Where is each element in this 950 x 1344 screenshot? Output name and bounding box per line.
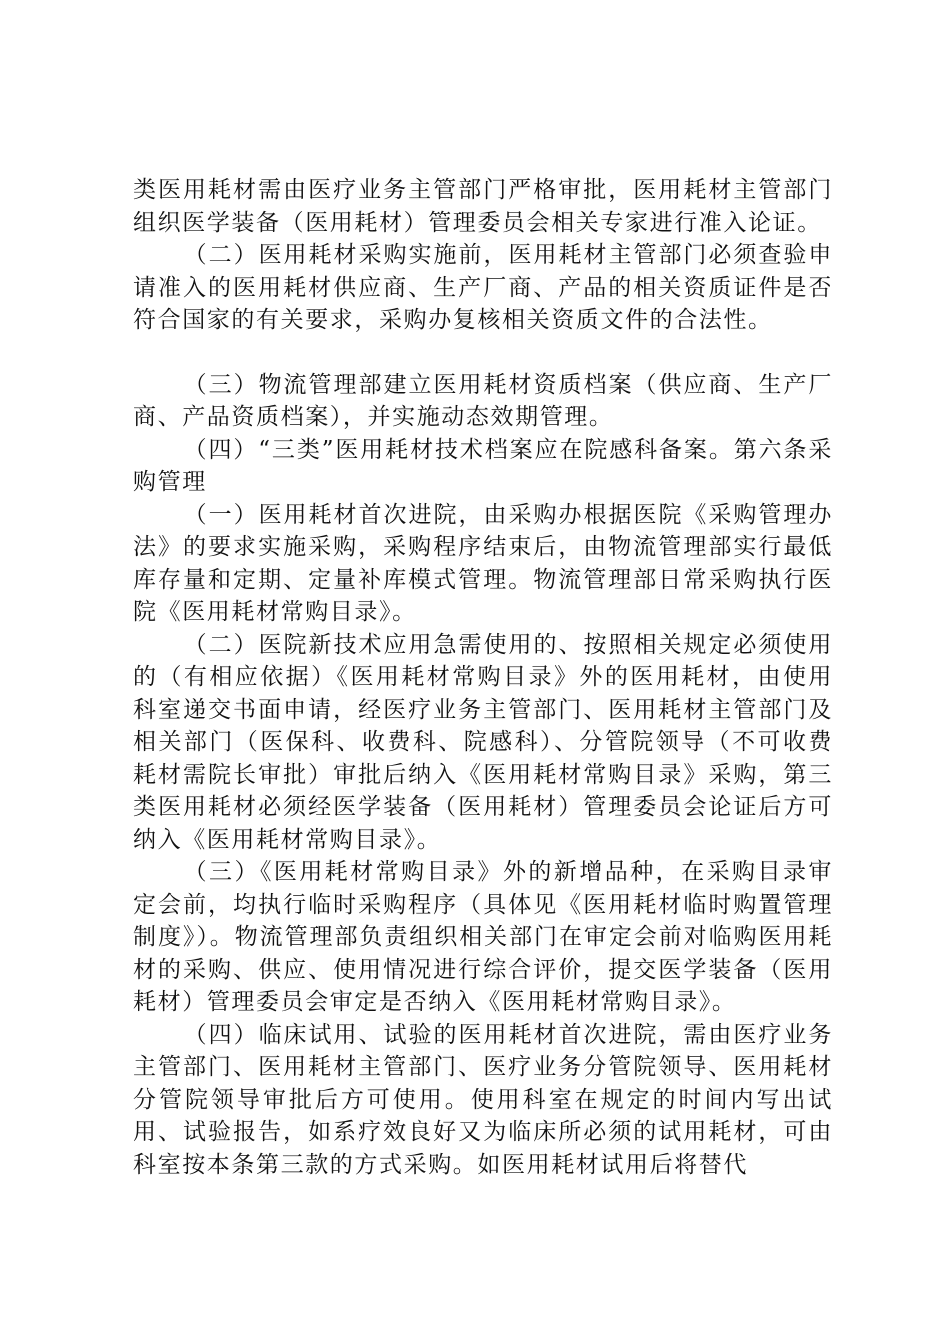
paragraph-7: （三）《医用耗材常购目录》外的新增品种，在采购目录审定会前，均执行临时采购程序（具体见《医用耗材临时购置管理制度》）。物流管理部负责组织相关部门在审定会前对临购医用耗材的采购、供应、使用情况进行综合评价，提交医学装备（医用耗材）管理委员会审定是否纳入《医用耗材常购目录》。 (133, 859, 833, 1015)
paragraph-spacer (133, 337, 833, 369)
paragraph-6: （二）医院新技术应用急需使用的、按照相关规定必须使用的（有相应依据）《医用耗材常购目录》外的医用耗材，由使用科室递交书面申请，经医疗业务主管部门、医用耗材主管部门及相关部门（医保科、收费科、院感科）、分管院领导（不可收费耗材需院长审批）审批后纳入《医用耗材常购目录》采购，第三类医用耗材必须经医学装备（医用耗材）管理委员会论证后方可纳入《医用耗材常购目录》。 (133, 631, 833, 853)
paragraph-4: （四）“三类”医用耗材技术档案应在院感科备案。第六条采购管理 (133, 436, 833, 495)
document-body (133, 174, 833, 1181)
paragraph-3: （三）物流管理部建立医用耗材资质档案（供应商、生产厂商、产品资质档案），并实施动态效期管理。 (133, 371, 833, 430)
paragraph-1: 类医用耗材需由医疗业务主管部门严格审批，医用耗材主管部门组织医学装备（医用耗材）管理委员会相关专家进行准入论证。 (133, 177, 833, 236)
paragraph-8: （四）临床试用、试验的医用耗材首次进院，需由医疗业务主管部门、医用耗材主管部门、医疗业务分管院领导、医用耗材分管院领导审批后方可使用。使用科室在规定的时间内写出试用、试验报告，如系疗效良好又为临床所必须的试用耗材，可由科室按本条第三款的方式采购。如医用耗材试用后将替代 (133, 1021, 833, 1178)
paragraph-5: （一）医用耗材首次进院，由采购办根据医院《采购管理办法》的要求实施采购，采购程序结束后，由物流管理部实行最低库存量和定期、定量补库模式管理。物流管理部日常采购执行医院《医用耗材常购目录》。 (133, 501, 833, 625)
paragraph-2: （二）医用耗材采购实施前，医用耗材主管部门必须查验申请准入的医用耗材供应商、生产厂商、产品的相关资质证件是否符合国家的有关要求，采购办复核相关资质文件的合法性。 (133, 242, 833, 333)
